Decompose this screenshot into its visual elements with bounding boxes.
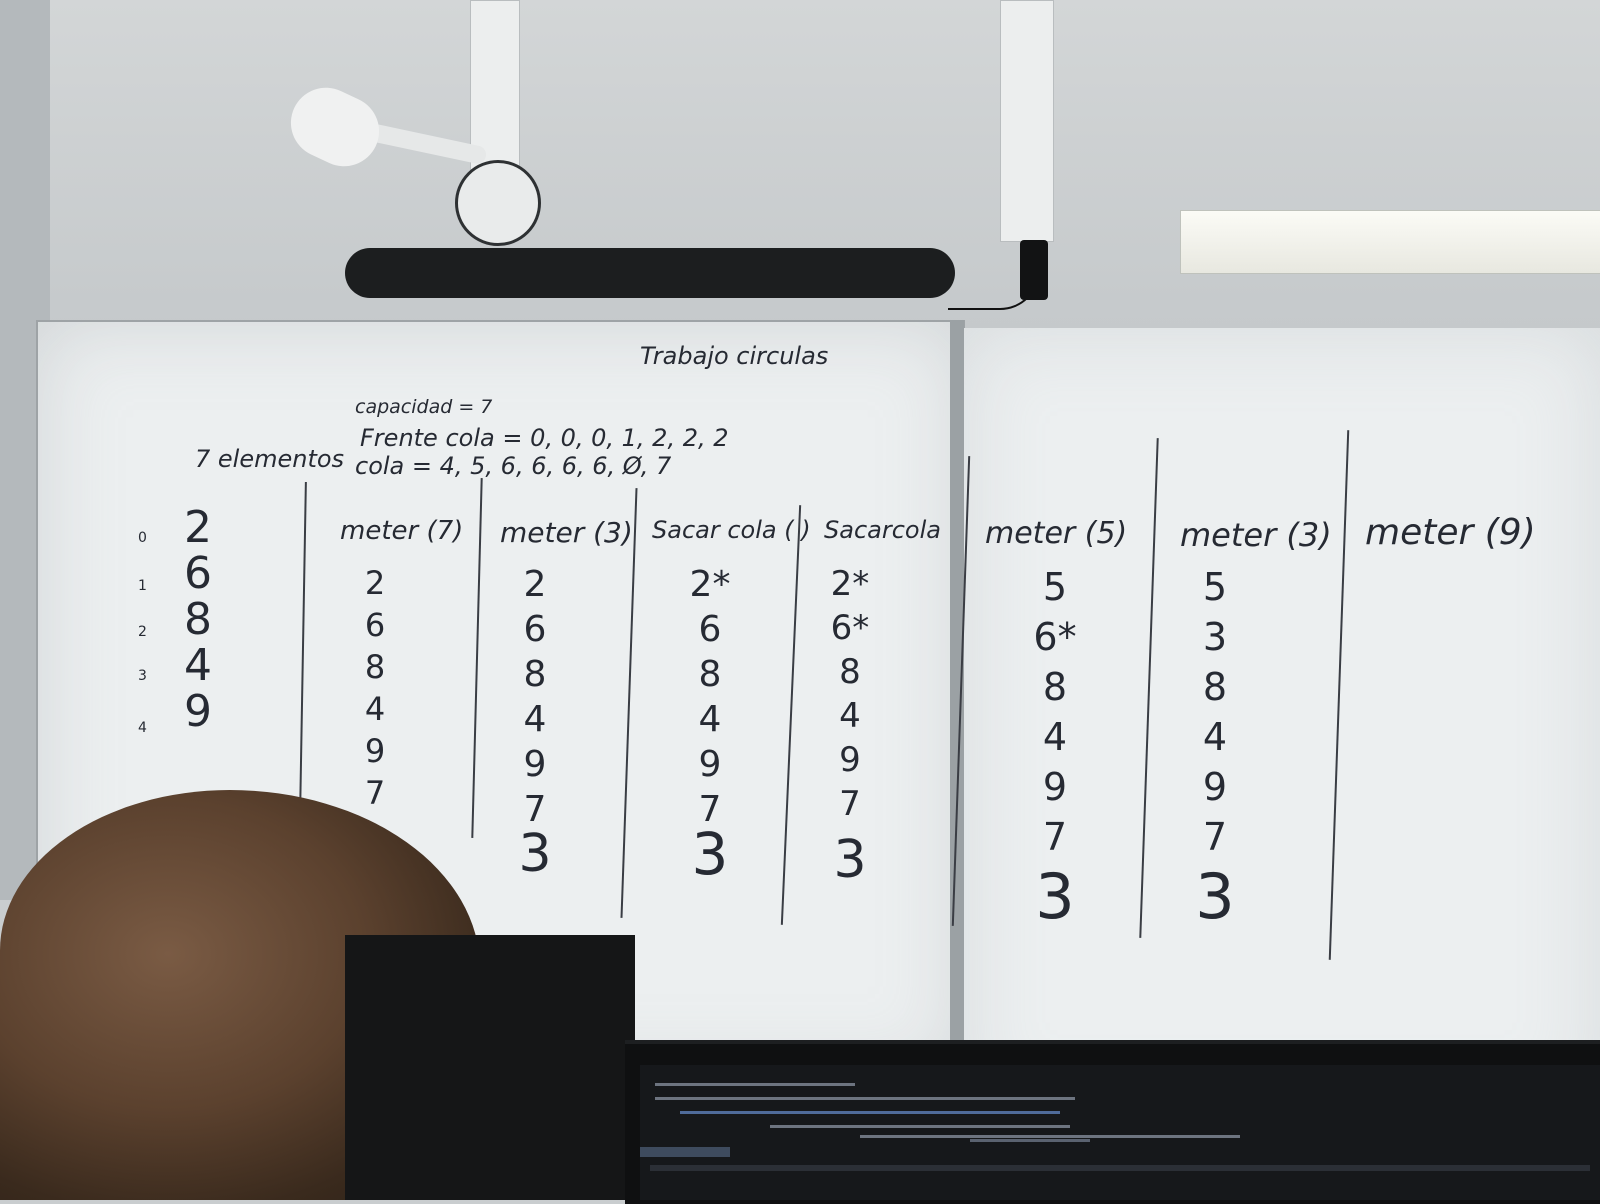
capacity-note: capacidad = 7 (355, 396, 493, 418)
cell-value: 2 (523, 564, 547, 605)
ceiling-pipe-right (1000, 0, 1054, 242)
cable-clip (1020, 240, 1048, 300)
cell-value: 9 (523, 744, 547, 785)
column-meter-5 (1020, 562, 1090, 933)
column-header: Sacarcola (824, 516, 941, 544)
cell-value: 7 (1042, 815, 1068, 859)
screen-line (655, 1083, 855, 1086)
cell-value: 4 (1042, 715, 1068, 759)
row-index: 0 (138, 530, 147, 546)
cell-value: 3 (518, 824, 552, 884)
screen-line (655, 1097, 1075, 1100)
screen-line (650, 1165, 1590, 1171)
cell-value: 7 (364, 774, 386, 812)
cell-value: 8 (1202, 665, 1228, 709)
column-header: meter (9) (1365, 512, 1536, 553)
column-header: meter (3) (500, 516, 633, 549)
frente-note: Frente cola = 0, 0, 0, 1, 2, 2, 2 (360, 424, 729, 452)
cell-value: 3 (1202, 615, 1228, 659)
cell-value: 4 (1202, 715, 1228, 759)
cell-value: 6* (1033, 615, 1077, 659)
cell-value: 9 (364, 732, 386, 770)
monitor-screen (640, 1065, 1600, 1200)
cell-value: 7 (1202, 815, 1228, 859)
cell-value: 4 (523, 699, 547, 740)
column-meter-3b (1180, 562, 1250, 933)
row-index: 4 (138, 720, 147, 736)
cell-value: 8 (184, 594, 212, 645)
cell-value: 6* (830, 608, 870, 648)
cell-value: 2* (830, 564, 870, 604)
ceiling-light (1180, 210, 1600, 274)
cell-value: 4 (364, 690, 386, 728)
cell-value: 7 (523, 789, 547, 830)
screen-line (860, 1135, 1240, 1138)
cell-value: 9 (839, 740, 861, 780)
cola-note: cola = 4, 5, 6, 6, 6, 6, Ø, 7 (355, 452, 672, 480)
cell-value: 8 (698, 654, 722, 695)
cell-value: 8 (839, 652, 861, 692)
row-index: 2 (138, 624, 147, 640)
cell-value: 5 (1042, 565, 1068, 609)
whiteboard-frame (950, 320, 964, 1090)
row-index: 1 (138, 578, 147, 594)
screen-line (970, 1139, 1090, 1142)
monitor-back (345, 935, 635, 1200)
cell-value: 2 (364, 564, 386, 602)
cell-value: 4 (184, 640, 212, 691)
board-title: Trabajo circulas (640, 342, 829, 370)
column-sacar-cola-1 (675, 562, 745, 888)
cell-value: 3 (1195, 860, 1235, 933)
cell-value: 7 (698, 789, 722, 830)
cell-value: 6 (364, 606, 386, 644)
column-header: meter (3) (1180, 516, 1332, 554)
cell-value: 5 (1202, 565, 1228, 609)
cell-value: 9 (1042, 765, 1068, 809)
cell-value: 4 (839, 696, 861, 736)
cell-value: 9 (1202, 765, 1228, 809)
cell-value: 6 (523, 609, 547, 650)
screen-line (770, 1125, 1070, 1128)
row-index: 3 (138, 668, 147, 684)
column-header: meter (5) (985, 516, 1128, 551)
screen-line (640, 1147, 730, 1157)
cell-value: 3 (1035, 860, 1075, 933)
cell-value: 6 (184, 548, 212, 599)
column-meter-3 (505, 562, 565, 884)
cell-value: 8 (523, 654, 547, 695)
cell-value: 2 (184, 502, 212, 553)
column-initial (168, 502, 228, 737)
cell-value: 7 (839, 784, 861, 824)
cell-value: 2* (689, 564, 731, 605)
cell-value: 6 (698, 609, 722, 650)
cell-value: 3 (691, 820, 729, 888)
cell-value: 9 (184, 686, 212, 737)
screen-line (680, 1111, 1060, 1114)
cell-value: 3 (833, 830, 867, 890)
column-header: Sacar cola ( ) (652, 516, 811, 544)
camera-mount (455, 160, 541, 246)
elements-label: 7 elementos (195, 445, 345, 473)
column-sacar-cola-2 (815, 562, 885, 890)
column-header: meter (7) (340, 516, 464, 546)
cell-value: 4 (698, 699, 722, 740)
cell-value: 8 (364, 648, 386, 686)
cell-value: 8 (1042, 665, 1068, 709)
cell-value: 9 (698, 744, 722, 785)
soundbar (345, 248, 955, 298)
